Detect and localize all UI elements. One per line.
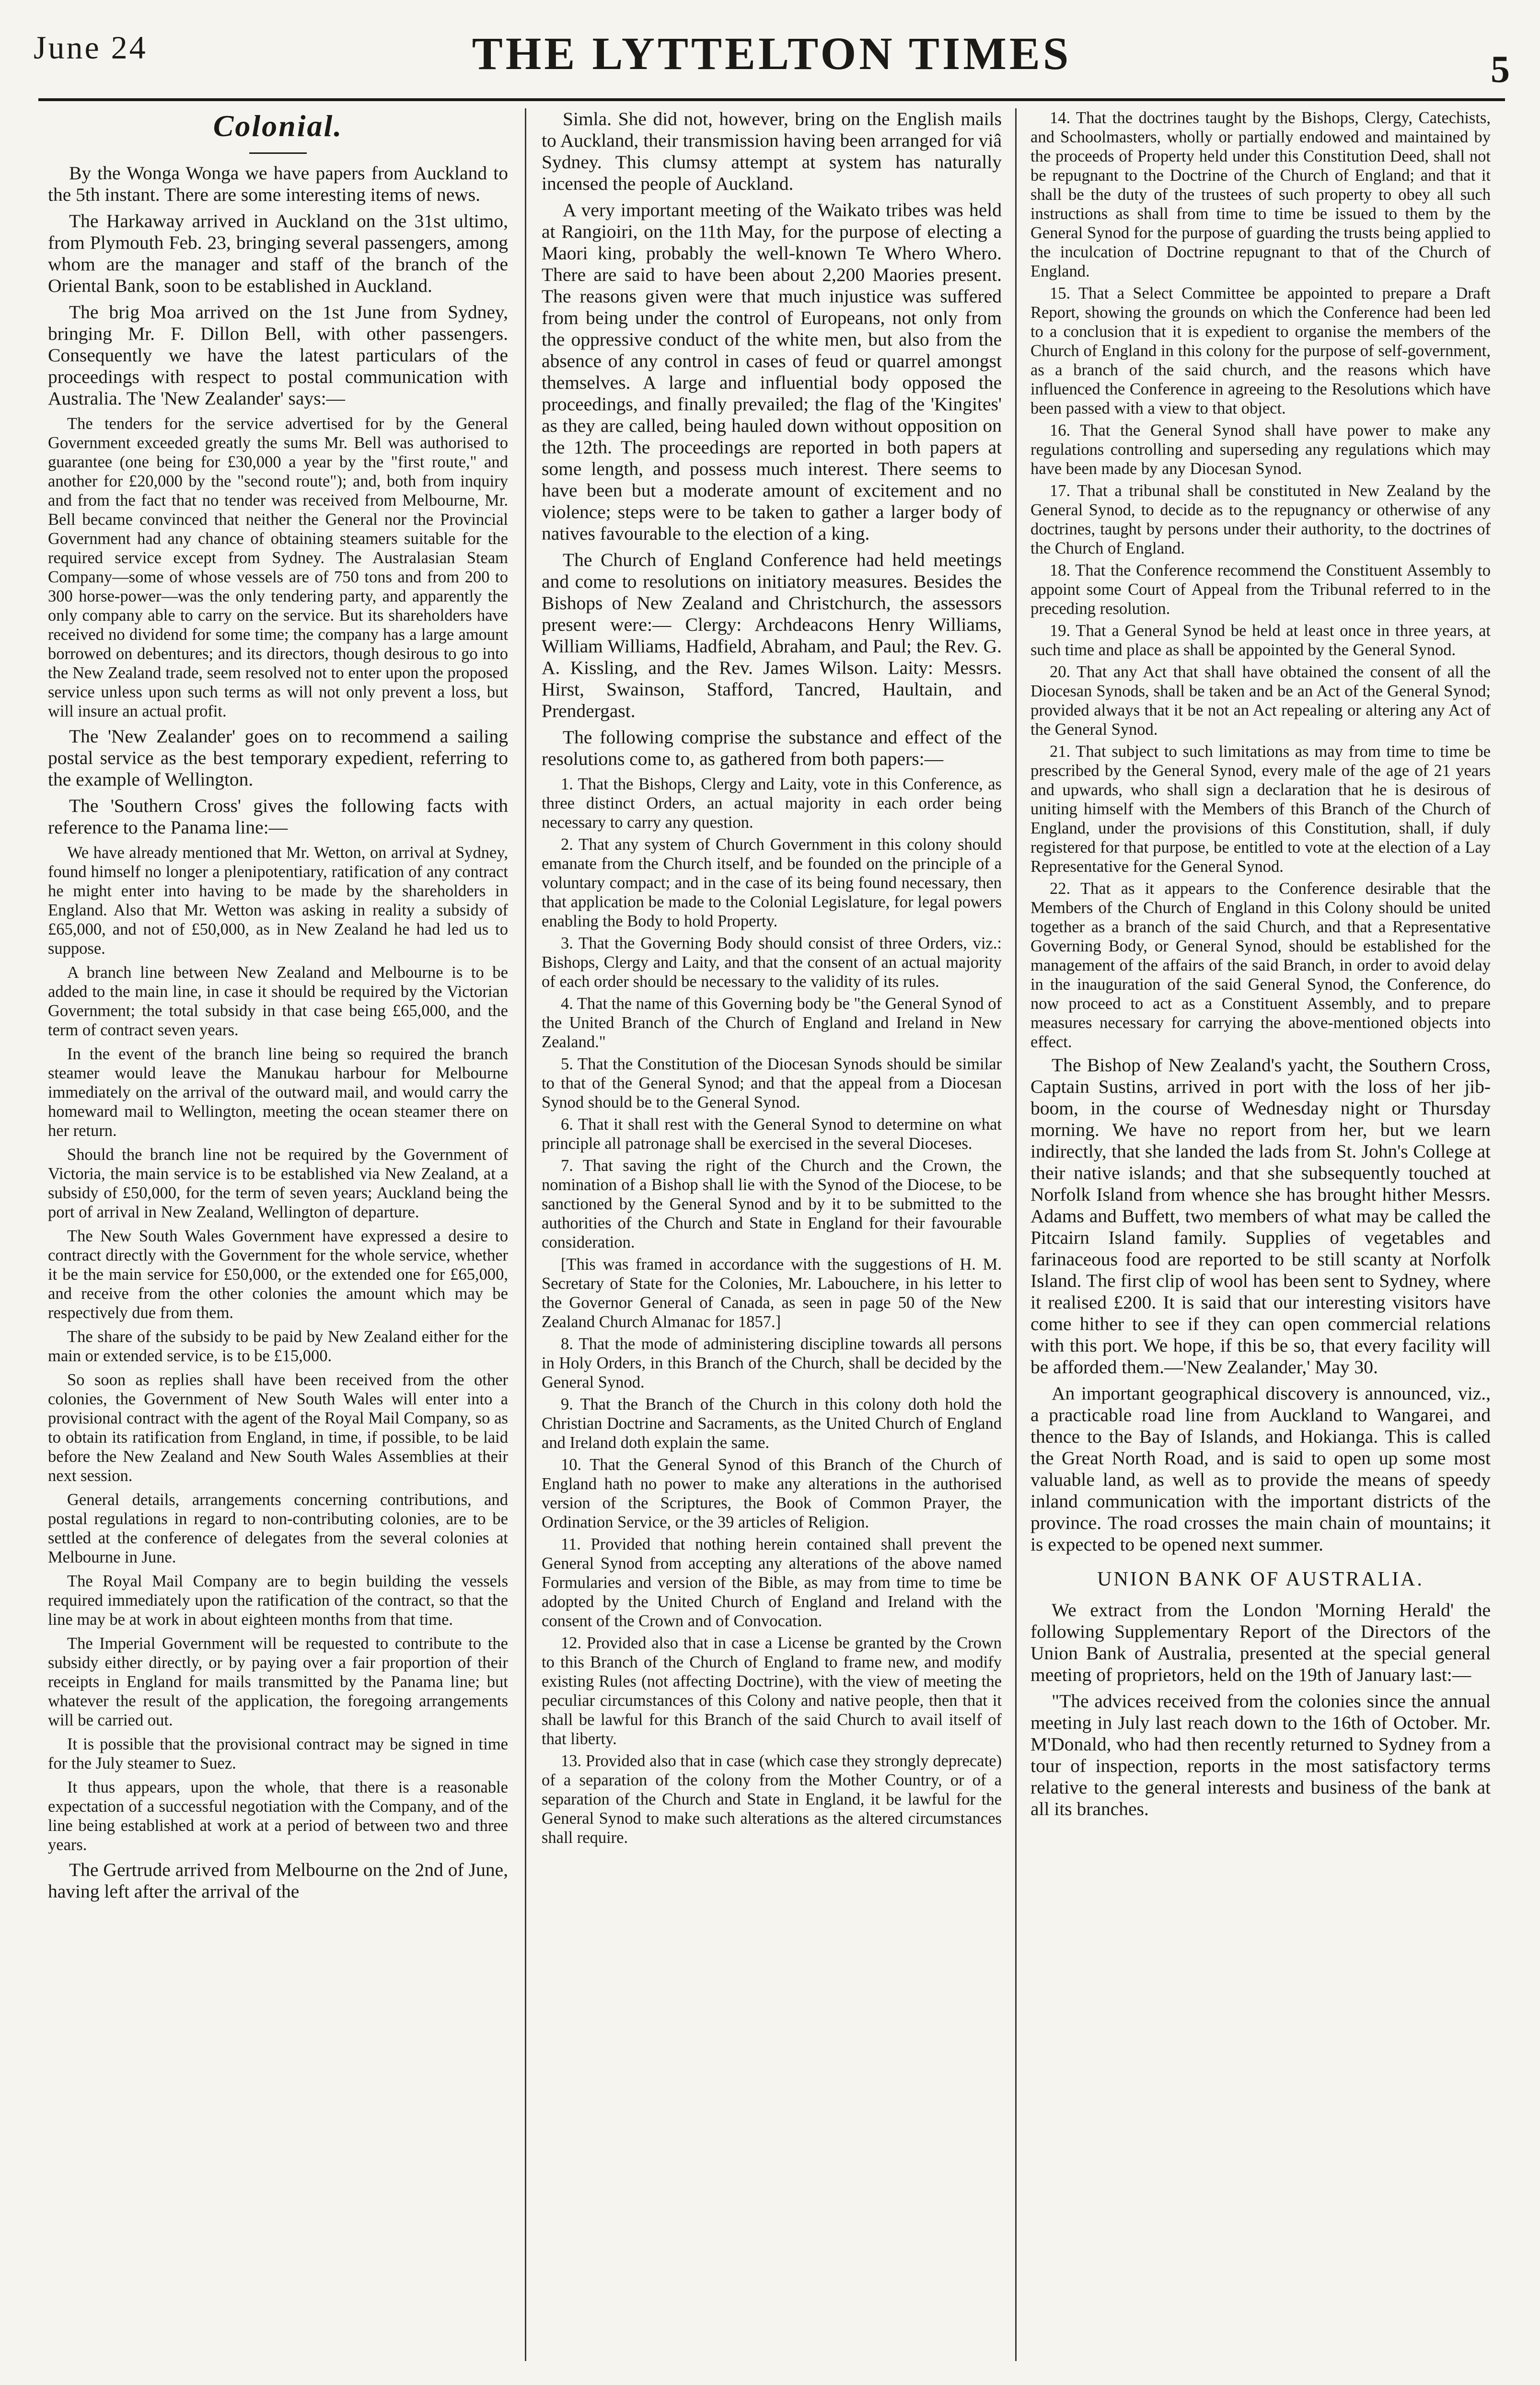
resolution-note: [This was framed in accordance with the suggestions of H. M. Secretary of State for the Colonies, Mr. Labouchere, in his letter to the Governor General of Canada, as seen in page 50 of the New Zealand Church Almanac for 1857.] (542, 1255, 1002, 1331)
heading-rule (249, 152, 307, 154)
resolution-item: 12. Provided also that in case a License be granted by the Crown to this Branch of the Church of England to frame new, and modify existing Rules (not affecting Doctrine), with the view of meeting the peculiar circumstances of this Colony and native people, then that it shall be lawful for this Branch of the said Church to avail itself of that liberty. (542, 1634, 1002, 1748)
paragraph: The 'New Zealander' goes on to recommend a sailing postal service as the best temporary expedient, referring to the example of Wellington. (48, 726, 508, 790)
paragraph: Simla. She did not, however, bring on the English mails to Auckland, their transmission having been arranged for viâ Sydney. This clumsy attempt at system has naturally incensed the people of Auckland. (542, 108, 1002, 194)
column-divider (1015, 108, 1017, 2361)
resolution-item: 3. That the Governing Body should consist of three Orders, viz.: Bishops, Clergy and Laity, and that the consent of an actual majority of each order should be necessary to the validity of its rules. (542, 934, 1002, 991)
quoted-paragraph: Should the branch line not be required by the Government of Victoria, the main service is to be established via New Zealand, at a subsidy of £50,000, for the term of seven years; Auckland being the port of arrival in New Zealand, Wellington of departure. (48, 1146, 508, 1221)
resolution-item: 1. That the Bishops, Clergy and Laity, vote in this Conference, as three distinct Orders, an actual majority in each order being necessary to carry any question. (542, 775, 1002, 832)
section-heading-colonial: Colonial. (213, 109, 343, 143)
column-3 (1031, 108, 1491, 2371)
column-2 (542, 108, 1002, 2371)
resolution-item: 20. That any Act that shall have obtained the consent of all the Diocesan Synods, shall be taken and be an Act of the General Synod; provided always that it be not an Act repealing or altering any Act of the General Synod. (1031, 663, 1491, 739)
quoted-paragraph: It is possible that the provisional contract may be signed in time for the July steamer to Suez. (48, 1735, 508, 1772)
paragraph: The 'Southern Cross' gives the following facts with reference to the Panama line:— (48, 795, 508, 838)
quoted-paragraph: The share of the subsidy to be paid by New Zealand either for the main or extended service, is to be £15,000. (48, 1328, 508, 1365)
resolution-item: 13. Provided also that in case (which case they strongly deprecate) of a separation of the colony from the Mother Country, or of a separation of the Church and State in England, it be lawful for the General Synod to make such alterations as the altered circumstances shall require. (542, 1752, 1002, 1847)
resolution-item: 2. That any system of Church Government in this colony should emanate from the Church itself, and be founded on the principle of a voluntary compact; and in the case of its being found necessary, then that application be made to the Colonial Legislature, for legal powers enabling the Body to hold Property. (542, 835, 1002, 930)
page-number: 5 (1491, 48, 1510, 91)
newspaper-title: THE LYTTELTON TIMES (472, 28, 1072, 79)
masthead-rule (38, 98, 1505, 101)
section-heading-union-bank: UNION BANK OF AUSTRALIA. (1097, 1568, 1424, 1590)
issue-date: June 24 (34, 29, 148, 66)
paragraph: We extract from the London 'Morning Herald' the following Supplementary Report of the Directors of the Union Bank of Australia, presented at the special general meeting of proprietors, held on the 19th of January last:— (1031, 1599, 1491, 1685)
resolution-item: 7. That saving the right of the Church and the Crown, the nomination of a Bishop shall lie with the Synod of the Diocese, to be sanctioned by the General Synod and by it to be submitted to the authorities of the Church and State in England for their favourable consideration. (542, 1157, 1002, 1251)
paragraph: The Church of England Conference had held meetings and come to resolutions on initiatory measures. Besides the Bishops of New Zealand and Christchurch, the assessors present were:— Clergy: Archdeacons Henry Williams, William Williams, Hadfield, Abraham, and Paul; the Rev. G. A. Kissling, and the Rev. James Wilson. Laity: Messrs. Hirst, Swainson, Stafford, Tancred, Haultain, and Prendergast. (542, 549, 1002, 721)
quoted-paragraph: So soon as replies shall have been received from the other colonies, the Government of New South Wales will enter into a provisional contract with the agent of the Royal Mail Company, so as to obtain its ratification from England, in time, if possible, to be laid before the New Zealand and New South Wales Assemblies at their next session. (48, 1371, 508, 1485)
resolution-item: 21. That subject to such limitations as may from time to time be prescribed by the General Synod, every male of the age of 21 years and upwards, who shall sign a declaration that he is desirous of uniting himself with the Members of this Branch of the Church of England, under the provisions of this Constitution, shall, if duly registered for that purpose, be entitled to vote at the election of a Lay Representative for the General Synod. (1031, 742, 1491, 876)
resolution-item: 11. Provided that nothing herein contained shall prevent the General Synod from accepting any alterations of the above named Formularies and version of the Bible, as may from time to time be adopted by the United Church of England and Ireland with the consent of the Crown and of Convocation. (542, 1535, 1002, 1630)
quoted-paragraph: We have already mentioned that Mr. Wetton, on arrival at Sydney, found himself no longer a plenipotentiary, ratification of any contract he might enter into having to be made by the shareholders in England. Also that Mr. Wetton was asking in reality a subsidy of £65,000, and not of £50,000, as in New Zealand he had led us to suppose. (48, 844, 508, 958)
resolution-item: 15. That a Select Committee be appointed to prepare a Draft Report, showing the grounds on which the Conference had been led to a conclusion that it is expedient to organise the members of the Church of England in this colony for the purpose of self-government, as a branch of the said church, and the reasons which have influenced the Conference in agreeing to the Resolutions which have been passed with a view to that object. (1031, 284, 1491, 417)
quoted-paragraph: It thus appears, upon the whole, that there is a reasonable expectation of a successful negotiation with the Company, and of the line being established at work at a period of between two and three years. (48, 1778, 508, 1854)
column-divider (525, 108, 526, 2361)
resolution-item: 10. That the General Synod of this Branch of the Church of England hath no power to make any alterations in the authorised version of the Scriptures, the Book of Common Prayer, the Ordination Service, or the 39 articles of Religion. (542, 1456, 1002, 1531)
quoted-paragraph: The Royal Mail Company are to begin building the vessels required immediately upon the ratification of the contract, so that the line may be at work in about eighteen months from that time. (48, 1572, 508, 1629)
paragraph: The Gertrude arrived from Melbourne on the 2nd of June, having left after the arrival of the (48, 1859, 508, 1902)
quoted-paragraph: The Imperial Government will be requested to contribute to the subsidy either directly, or by paying over a fair proportion of their receipts in England for mails transmitted by the Panama line; but whatever the result of the application, the foregoing arrangements will be carried out. (48, 1634, 508, 1729)
resolution-item: 14. That the doctrines taught by the Bishops, Clergy, Catechists, and Schoolmasters, wholly or partially endowed and maintained by the proceeds of Property held under this Constitution Deed, shall not be repugnant to the Doctrine of the Church of England; and that it shall be the duty of the trustees of such property to obey all such instructions as shall from time to time be issued to them by the General Synod for the purpose of guarding the trusts being applied to the inculcation of Doctrine repugnant to that of the Church of England. (1031, 109, 1491, 280)
resolution-item: 5. That the Constitution of the Diocesan Synods should be similar to that of the General Synod; and that the appeal from a Diocesan Synod should be to the General Synod. (542, 1055, 1002, 1111)
quoted-paragraph: General details, arrangements concerning contributions, and postal regulations in regard to non-contributing colonies, are to be settled at the conference of delegates from the several colonies at Melbourne in June. (48, 1491, 508, 1566)
resolution-item: 19. That a General Synod be held at least once in three years, at such time and place as shall be appointed by the General Synod. (1031, 622, 1491, 659)
paragraph: By the Wonga Wonga we have papers from Auckland to the 5th instant. There are some interesting items of news. (48, 162, 508, 205)
resolution-item: 9. That the Branch of the Church in this colony doth hold the Christian Doctrine and Sacraments, as the United Church of England and Ireland doth explain the same. (542, 1395, 1002, 1452)
paragraph: The Harkaway arrived in Auckland on the 31st ultimo, from Plymouth Feb. 23, bringing several passengers, among whom are the manager and staff of the branch of the Oriental Bank, soon to be established in Auckland. (48, 210, 508, 296)
quoted-paragraph: A branch line between New Zealand and Melbourne is to be added to the main line, in case it should be required by the Victorian Government; the total subsidy in that case being £65,000, and the term of contract seven years. (48, 963, 508, 1039)
resolution-item: 18. That the Conference recommend the Constituent Assembly to appoint some Court of Appeal from the Tribunal referred to in the preceding resolution. (1031, 561, 1491, 618)
paragraph: A very important meeting of the Waikato tribes was held at Rangioiri, on the 11th May, for the purpose of electing a Maori king, probably the well-known Te Whero Whero. There are said to have been about 2,200 Maories present. The reasons given were that much injustice was suffered from being under the control of Europeans, not only from the oppressive conduct of the white men, but also from the absence of any control in cases of feud or quarrel amongst themselves. A large and influential body opposed the proceedings, and finally prevailed; the flag of the 'Kingites' as they are called, being hauled down without opposition on the 12th. The proceedings are reported in both papers at some length, and possess much interest. There seems to have been but a moderate amount of excitement and no violence; steps were to be taken to gather a larger body of natives favourable to the election of a king. (542, 199, 1002, 544)
paragraph: The brig Moa arrived on the 1st June from Sydney, bringing Mr. F. Dillon Bell, with other passengers. Consequently we have the latest particulars of the proceedings with respect to postal communication with Australia. The 'New Zealander' says:— (48, 301, 508, 409)
resolution-item: 22. That as it appears to the Conference desirable that the Members of the Church of England in this Colony should be united together as a branch of the said Church, and that a Representative Governing Body, or General Synod, should be established for the management of the affairs of the said Branch, in order to avoid delay in the inauguration of the said General Synod, the Conference, do now proceed to act as a Constituent Assembly, and to prepare measures necessary for carrying the above-mentioned objects into effect. (1031, 880, 1491, 1051)
resolution-item: 17. That a tribunal shall be constituted in New Zealand by the General Synod, to decide as to the repugnancy or otherwise of any doctrines, taught by persons under their authority, to the doctrines of the Church of England. (1031, 482, 1491, 557)
quoted-paragraph: The New South Wales Government have expressed a desire to contract directly with the Government for the whole service, whether it be the main service for £50,000, or the extended one for £65,000, and receive from the other colonies the amount which may be respectively due from them. (48, 1227, 508, 1322)
resolution-item: 6. That it shall rest with the General Synod to determine on what principle all patronage shall be exercised in the several Dioceses. (542, 1115, 1002, 1153)
resolution-item: 4. That the name of this Governing body be "the General Synod of the United Branch of the Church of England and Ireland in New Zealand." (542, 995, 1002, 1051)
column-1 (48, 108, 508, 2371)
resolution-item: 8. That the mode of administering discipline towards all persons in Holy Orders, in this Branch of the Church, shall be decided by the General Synod. (542, 1335, 1002, 1391)
quoted-paragraph: In the event of the branch line being so required the branch steamer would leave the Manukau harbour for Melbourne immediately on the arrival of the outward mail, and would carry the homeward mail to Wellington, meeting the ocean steamer there on her return. (48, 1045, 508, 1140)
paragraph: An important geographical discovery is announced, viz., a practicable road line from Auckland to Wangarei, and thence to the Bay of Islands, and Hokianga. This is called the Great North Road, and is said to open up some most valuable land, as well as to provide the means of speedy inland communication with the important districts of the province. The road crosses the main chain of mountains; it is expected to be opened next summer. (1031, 1383, 1491, 1555)
paragraph: "The advices received from the colonies since the annual meeting in July last reach down to the 16th of October. Mr. M'Donald, who had then recently returned to Sydney from a tour of inspection, reports in the most satisfactory terms relative to the general interests and business of the bank at all its branches. (1031, 1690, 1491, 1819)
quoted-paragraph: The tenders for the service advertised for by the General Government exceeded greatly the sums Mr. Bell was authorised to guarantee (one being for £30,000 a year by the "first route," and another for £20,000 by the "second route"); and, both from inquiry and from the fact that no tender was received from Melbourne, Mr. Bell became convinced that neither the General nor the Provincial Government had any chance of obtaining steamers suitable for the required service except from Sydney. The Australasian Steam Company—some of whose vessels are of 750 tons and from 200 to 300 horse-power—was the only tendering party, and apparently the only company able to carry on the service. But its shareholders have received no dividend for some time; the company has a large amount borrowed on debentures; and its directors, though desirous to go into the New Zealand trade, seem resolved not to enter upon the proposed service unless upon such terms as will not only prevent a loss, but will insure an actual profit. (48, 415, 508, 720)
masthead (34, 29, 1510, 96)
paragraph: The following comprise the substance and effect of the resolutions come to, as gathered from both papers:— (542, 727, 1002, 769)
paragraph: The Bishop of New Zealand's yacht, the Southern Cross, Captain Sustins, arrived in port with the loss of her jib-boom, in the course of Wednesday night or Thursday morning. We have no report from her, but we learn indirectly, that she landed the lads from St. John's College at their native islands; and that she subsequently touched at Norfolk Island from whence she has brought hither Messrs. Adams and Buffett, two members of what may be called the Pitcairn Island family. Supplies of vegetables and farinaceous food are reported to be still scanty at Norfolk Island. The first clip of wool has been sent to Sydney, where it realised £200. It is said that our interesting visitors have come hither to see if they can open commercial relations with this port. We hope, if this be so, that every facility will be afforded them.—'New Zealander,' May 30. (1031, 1054, 1491, 1378)
resolution-item: 16. That the General Synod shall have power to make any regulations controlling and superseding any regulations which may have been made by any Diocesan Synod. (1031, 421, 1491, 478)
